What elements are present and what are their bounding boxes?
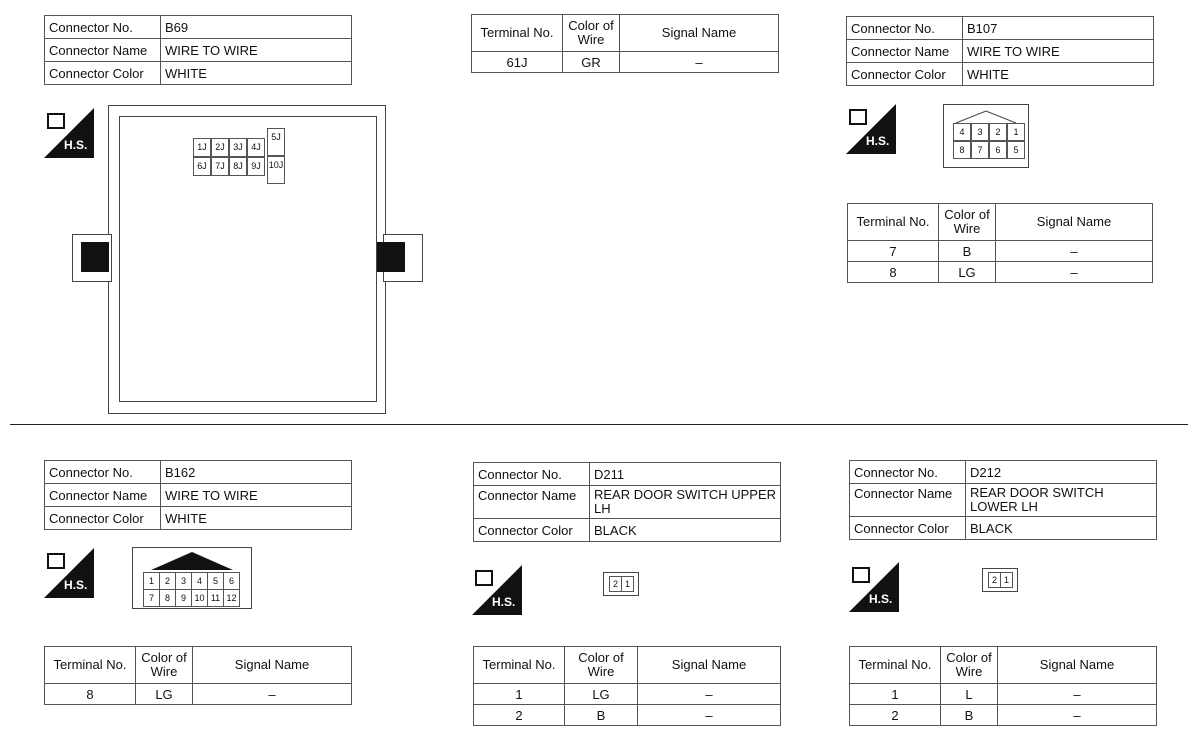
b107-connector-diagram: 4 3 2 1 8 7 6 5	[943, 104, 1029, 168]
b107-info-table: Connector No. B107 Connector Name WIRE TO WIRE Connector Color WHITE	[846, 16, 1154, 86]
b69-connector-no: B69	[161, 16, 352, 39]
harness-side-icon: H.S.	[846, 104, 896, 154]
b162-connector-diagram	[132, 547, 252, 609]
b69-connector-diagram: 1J 2J 3J 4J 6J 7J 8J 9J 5J 10J	[108, 105, 386, 414]
b162-pin: 7	[143, 589, 160, 607]
table-row: 61J GR –	[472, 52, 779, 73]
b162-pin: 10	[191, 589, 208, 607]
b162-pin: 8	[159, 589, 176, 607]
table-row: 8 LG –	[45, 684, 352, 705]
table-row: 1 LG –	[474, 684, 781, 705]
d211-terminal-table: Terminal No. Color of Wire Signal Name 1 LG – 2 B –	[473, 646, 781, 726]
table-row: 7 B –	[848, 241, 1153, 262]
harness-side-icon: H.S.	[849, 562, 899, 612]
d211-info-table: Connector No. D211 Connector Name REAR DOOR SWITCH UPPER LH Connector Color BLACK	[473, 462, 781, 542]
b162-pin: 3	[175, 572, 192, 590]
b162-pin: 9	[175, 589, 192, 607]
d212-connector-diagram: 2 1	[982, 568, 1018, 592]
table-row: 8 LG –	[848, 262, 1153, 283]
section-divider	[10, 424, 1188, 425]
b162-terminal-table: Terminal No. Color of Wire Signal Name 8 LG –	[44, 646, 352, 705]
b162-info-table: Connector No. B162 Connector Name WIRE TO WIRE Connector Color WHITE	[44, 460, 352, 530]
b69-info-table: Connector No. B69 Connector Name WIRE TO WIRE Connector Color WHITE	[44, 15, 352, 85]
harness-side-icon: H.S.	[44, 548, 94, 598]
d211-connector-diagram: 2 1	[603, 572, 639, 596]
b162-pin: 6	[223, 572, 240, 590]
b162-pin: 4	[191, 572, 208, 590]
b162-pin: 11	[207, 589, 224, 607]
d212-info-table: Connector No. D212 Connector Name REAR DOOR SWITCH LOWER LH Connector Color BLACK	[849, 460, 1157, 540]
table-row: 2 B –	[850, 705, 1157, 726]
table-row: 2 B –	[474, 705, 781, 726]
table-row: 1 L –	[850, 684, 1157, 705]
d212-terminal-table: Terminal No. Color of Wire Signal Name 1 L – 2 B –	[849, 646, 1157, 726]
harness-side-icon: H.S.	[44, 108, 94, 158]
b69-terminal-table: Terminal No. Color of Wire Signal Name 61J GR –	[471, 14, 779, 73]
b162-pin: 12	[223, 589, 240, 607]
b162-pin: 1	[143, 572, 160, 590]
b162-pin: 2	[159, 572, 176, 590]
b162-pin: 5	[207, 572, 224, 590]
harness-side-icon: H.S.	[472, 565, 522, 615]
b107-terminal-table: Terminal No. Color of Wire Signal Name 7 B – 8 LG –	[847, 203, 1153, 283]
